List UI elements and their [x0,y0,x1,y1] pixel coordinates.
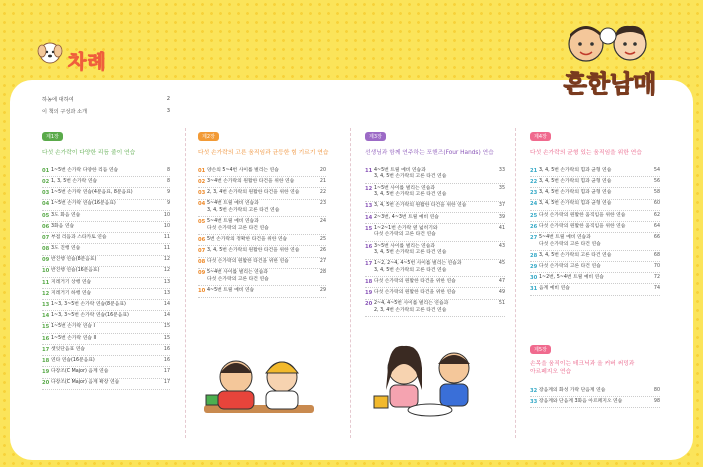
page-title: 차례 [68,51,107,73]
item-title: 1~5번 손가락 연습(4분음표, 8분음표) [51,190,133,196]
item-number: 07 [198,248,206,255]
toc-item[interactable] [42,356,170,367]
item-page: 80 [653,387,660,393]
item-page: 12 [163,268,170,274]
item-page: 26 [319,248,326,254]
item-title: 지레거기 상행 연습 [51,279,92,285]
toc-item[interactable] [42,188,170,199]
part-4-column [530,132,660,296]
item-number: 30 [530,275,538,282]
toc-item[interactable] [198,177,326,188]
item-number: 32 [530,387,538,394]
item-page: 98 [653,398,660,404]
item-page: 33 [498,167,505,173]
toc-item[interactable] [198,217,326,235]
item-title: 음계 예비 연습 [539,286,570,292]
item-title: 2~3번, 4~3번 트릴 예비 연습 [374,214,439,220]
toc-item[interactable] [530,222,660,233]
part-title: 손목을 움직이는 테크닉과 올 커버 써밍과 아르페지오 연습 [530,361,635,375]
item-number: 05 [198,219,206,226]
item-number: 33 [530,398,538,405]
item-title: 1~5번 사이를 벌리는 연습과 3, 4, 5번 손가락의 고른 타건 연습 [374,185,447,198]
part-badge: 제2장 [198,132,219,141]
toc-item[interactable] [198,269,326,287]
item-page: 72 [653,275,660,281]
toc-item[interactable] [42,311,170,322]
toc-item[interactable] [530,211,660,222]
column-divider [185,128,186,438]
toc-item[interactable] [42,244,170,255]
toc-item[interactable] [530,251,660,262]
item-number: 15 [42,324,50,331]
toc-item[interactable] [365,166,505,184]
item-title: 다장조(C Major) 음계 확장 연습 [51,380,120,386]
item-page: 15 [163,324,170,330]
item-page: 10 [163,223,170,229]
item-number: 05 [42,212,50,219]
toc-item[interactable] [530,177,660,188]
toc-item[interactable] [42,334,170,345]
item-title: 부점 리듬과 스타카토 연습 [51,234,107,240]
item-title: 양손의 5~4번 사이를 벌리는 연습 [207,167,279,173]
item-page: 12 [163,257,170,263]
part-title: 다섯 손가락이 다양한 리듬 줄이 연습 [42,150,136,156]
part-3-column [365,132,505,317]
toc-item[interactable] [42,323,170,334]
item-page: 10 [163,212,170,218]
item-page: 8 [166,178,170,184]
item-title: 1~5번 손가락 다양한 리듬 연습 [51,167,119,173]
item-number: 16 [42,335,50,342]
toc-item[interactable] [42,177,170,188]
item-title: 1~2, 2~4, 4~5번 사이를 벌리는 연습과 3, 4, 5번 손가락의 고른 타건 연습 [374,261,462,273]
item-number: 29 [530,263,538,270]
item-number: 13 [365,203,373,210]
item-number: 01 [198,167,206,174]
intro-item[interactable]: 하농에 대하여 2 [42,96,170,103]
item-title: 3~5번 사이를 벌리는 연습과 3, 4, 5번 손가락의 고른 타건 연습 [374,243,447,256]
item-title: 5~4번 트릴 예비 연습과 3, 4, 5번 손가락의 고른 타건 연습 [207,201,280,213]
item-title: 5번 손가락의 정확한 타건을 위한 연습 [207,236,288,242]
item-number: 04 [198,201,206,208]
item-title: 5~4번 트릴 예비 연습과 다섯 손가락의 고른 타건 연습 [207,219,269,231]
item-title: 4~5번 트릴 예비 연습 [207,288,255,294]
item-number: 11 [365,167,373,174]
part-title: 다섯 손가락의 고른 움직임과 균등한 힘 기르기 연습 [198,150,329,156]
part-badge: 제4장 [530,132,551,141]
item-title: 다장조(C Major) 음계 연습 [51,369,109,375]
kids-eating-illustration [196,343,321,431]
item-number: 06 [198,236,206,243]
item-title: 2, 3, 4번 손가락의 원활한 타건을 위한 연습 [207,190,300,196]
toc-item[interactable] [365,288,505,299]
item-number: 24 [530,201,538,208]
item-title: 1~5번 손가락 연습 I [51,324,95,330]
item-page: 23 [319,201,326,207]
item-title: 1~5번 손가락 연습 II [51,335,97,341]
toc-item[interactable] [365,184,505,202]
toc-item[interactable] [42,267,170,278]
toc-item[interactable] [42,233,170,244]
item-title: 셋잇단음표 연습 [51,346,85,352]
toc-item[interactable] [530,397,660,408]
toc-item[interactable] [198,246,326,257]
item-title: 1~2번, 5~4번 트릴 예비 연습 [539,275,604,281]
item-number: 28 [530,252,538,259]
item-page: 17 [163,369,170,375]
item-number: 19 [365,290,373,297]
item-page: 60 [653,201,660,207]
toc-item[interactable] [530,200,660,211]
item-page: 11 [163,234,170,240]
item-number: 02 [42,178,50,185]
toc-item[interactable] [530,262,660,273]
item-title: 다섯 손가락의 원활한 타건을 위한 연습 [207,259,289,265]
toc-item[interactable] [42,166,170,177]
toc-item[interactable] [42,345,170,356]
item-number: 19 [42,369,50,376]
toc-item[interactable] [365,277,505,288]
toc-item[interactable] [42,256,170,267]
item-title: 3, 4, 5번 손가락의 고른 타건 연습 [539,252,612,258]
item-title: 연타 연습(16분음표) [51,357,95,363]
item-number: 12 [42,290,50,297]
item-page: 9 [166,201,170,207]
logo-text: 흔한남매 [563,70,657,98]
item-title: 3~4번 손가락의 원활한 타건을 위한 연습 [207,178,295,184]
toc-item[interactable] [530,233,660,251]
part-title: 선생님과 함께 연주하는 포핸즈(Four Hands) 연습 [365,150,494,156]
toc-item[interactable] [530,284,660,295]
column-divider [515,128,516,438]
item-page: 43 [498,243,505,249]
item-number: 14 [365,214,373,221]
item-page: 66 [653,234,660,240]
item-number: 15 [365,225,373,232]
item-title: 지레거기 하행 연습 [51,290,92,296]
item-number: 11 [42,279,50,286]
item-page: 47 [498,279,505,285]
item-number: 22 [530,178,538,185]
item-page: 13 [163,279,170,285]
item-page: 49 [498,290,505,296]
item-title: 다섯 손가락의 고른 타건 연습 [539,263,601,269]
toc-item[interactable] [530,273,660,284]
toc-item[interactable] [42,211,170,222]
column-divider [350,128,351,438]
item-page: 29 [319,288,326,294]
item-title: 다섯 손가락의 원활한 타건을 위한 연습 [374,290,456,296]
item-title: 3, 4, 5번 손가락의 원활한 타건을 위한 연습 [207,248,300,254]
item-number: 14 [42,313,50,320]
item-number: 02 [198,178,206,185]
intro-item[interactable]: 이 책의 구성과 소개 3 [42,108,170,115]
item-number: 17 [42,346,50,353]
item-title: 3, 4, 5번 손가락의 힘과 균형 연습 [539,190,612,196]
item-page: 27 [319,259,326,265]
item-page: 8 [166,167,170,173]
item-page: 13 [163,290,170,296]
item-number: 06 [42,223,50,230]
item-number: 10 [42,268,50,275]
item-title: 반진행 연습(16분음표) [51,268,100,274]
puppy-mascot-icon [36,38,64,66]
toc-item[interactable] [42,278,170,289]
item-number: 12 [365,185,373,192]
toc-item[interactable] [365,300,505,318]
toc-item[interactable] [198,258,326,269]
item-title: 3도 진행 연습 [51,246,81,252]
item-page: 58 [653,190,660,196]
item-number: 18 [365,279,373,286]
item-page: 22 [319,190,326,196]
item-page: 9 [166,190,170,196]
item-page: 28 [319,270,326,276]
toc-item[interactable] [42,367,170,378]
item-page: 54 [653,167,660,173]
item-page: 16 [163,346,170,352]
item-number: 08 [42,246,50,253]
item-number: 17 [365,261,373,268]
item-number: 10 [198,288,206,295]
toc-item[interactable] [198,235,326,246]
heunhan-nammae-logo [548,14,678,114]
item-page: 64 [653,223,660,229]
item-page: 11 [163,246,170,252]
intro-list [42,96,170,120]
item-page: 41 [498,225,505,231]
item-title: 1~2~1번 손가락 옆 넓히기와 다섯 손가락의 고른 타건 연습 [374,225,438,238]
item-title: 다섯 손가락의 원활한 타건을 위한 연습 [374,279,456,285]
item-number: 16 [365,243,373,250]
item-page: 25 [319,236,326,242]
item-number: 23 [530,190,538,197]
item-page: 74 [653,286,660,292]
item-number: 20 [365,301,373,308]
item-title: 1, 3, 5번 손가락 연습 [51,178,98,184]
item-title: 3도 화음 연습 [51,212,81,218]
item-number: 18 [42,357,50,364]
item-number: 08 [198,259,206,266]
item-title: 2~4, 4~5번 사이를 벌리는 연습과 2, 3, 4번 손가락의 고른 타건 연습 [374,301,449,314]
item-page: 39 [498,214,505,220]
toc-item[interactable] [198,286,326,297]
item-title: 반진행 연습(8분음표) [51,257,97,263]
toc-item[interactable] [365,242,505,260]
item-number: 13 [42,302,50,309]
item-number: 26 [530,223,538,230]
item-title: 5~4번 트릴 예비 연습과 다섯 손가락의 고른 타건 연습 [539,234,601,247]
item-title: 1~5번 손가락 연습(16분음표) [51,201,116,207]
toc-item[interactable] [530,188,660,199]
item-page: 45 [498,261,505,267]
item-page: 62 [653,212,660,218]
item-page: 17 [163,380,170,386]
item-number: 04 [42,201,50,208]
toc-item[interactable] [530,386,660,397]
kids-snack-illustration [370,330,490,430]
item-title: 5~4번 사이를 벌리는 연습과 다섯 손가락의 고른 타건 연습 [207,270,269,283]
toc-item[interactable] [42,289,170,300]
item-title: 3, 4, 5번 손가락의 힘과 균형 연습 [539,178,612,184]
part-badge: 제5장 [530,345,551,354]
part-badge: 제3장 [365,132,386,141]
item-number: 01 [42,167,50,174]
toc-item[interactable] [198,200,326,218]
part-badge: 제1장 [42,132,63,141]
item-page: 14 [163,302,170,308]
item-title: 3화음 연습 [51,223,75,229]
toc-item[interactable] [42,200,170,211]
item-title: 3, 4, 5번 손가락의 원활한 타건을 위한 연습 [374,203,467,209]
item-title: 4~5번 트릴 예비 연습과 3, 4, 5번 손가락의 고른 타건 연습 [374,167,447,180]
item-page: 70 [653,263,660,269]
item-number: 03 [198,190,206,197]
toc-item[interactable] [365,260,505,278]
part-5-column [530,345,660,408]
toc-item[interactable] [365,224,505,242]
item-page: 68 [653,252,660,258]
item-title: 1~3, 3~5번 손가락 연습(8분음표) [51,302,126,308]
item-page: 24 [319,219,326,225]
toc-item[interactable] [42,300,170,311]
item-page: 14 [163,313,170,319]
toc-item[interactable] [365,213,505,224]
item-title: 3, 4, 5번 손가락의 힘과 균형 연습 [539,201,612,207]
item-number: 09 [198,270,206,277]
part-2-column [198,132,329,298]
item-number: 31 [530,286,538,293]
item-number: 09 [42,257,50,264]
item-number: 07 [42,234,50,241]
toc-item[interactable] [198,188,326,199]
item-title: 1~3, 3~5번 손가락 연습(16분음표) [51,313,129,319]
toc-item[interactable] [42,379,170,390]
item-title: 장음계와 단음계 3화음 아르페지오 연습 [539,398,623,404]
item-number: 21 [530,167,538,174]
item-title: 3, 4, 5번 손가락의 힘과 균형 연습 [539,167,612,173]
item-number: 27 [530,234,538,241]
item-page: 21 [319,178,326,184]
item-title: 다섯 손가락의 원활한 움직임을 위한 연습 [539,212,626,218]
item-title: 다섯 손가락의 원활한 움직임을 위한 연습 [539,223,626,229]
item-number: 03 [42,190,50,197]
toc-item[interactable] [530,166,660,177]
part-title: 다섯 손가락의 균형 있는 움직임을 위한 연습 [530,150,642,156]
item-page: 51 [498,301,505,307]
part-1-column [42,132,170,390]
toc-item[interactable] [198,166,326,177]
item-page: 20 [319,167,326,173]
item-page: 15 [163,335,170,341]
item-page: 56 [653,178,660,184]
item-number: 20 [42,380,50,387]
item-page: 35 [498,185,505,191]
toc-item[interactable] [365,202,505,213]
item-title: 장음계의 화성 가락 단음계 연습 [539,387,606,393]
item-page: 16 [163,357,170,363]
toc-item[interactable] [42,222,170,233]
item-page: 37 [498,203,505,209]
item-number: 25 [530,212,538,219]
